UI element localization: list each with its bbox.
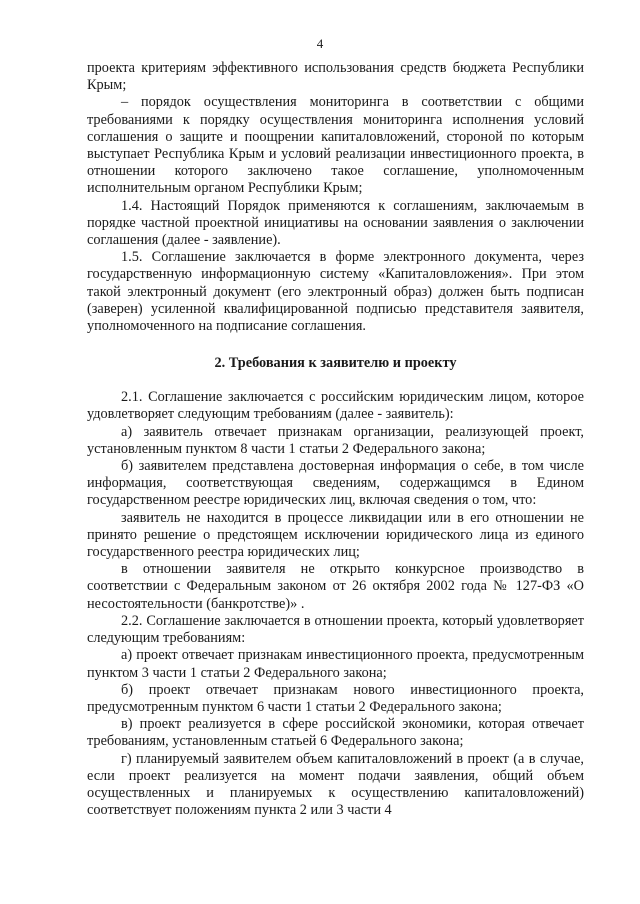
document-body xyxy=(87,60,584,819)
paragraph: а) проект отвечает признакам инвестиционного проекта, предусмотренным пунктом 3 части 1 статьи 2 Федерального закона; xyxy=(87,647,584,681)
paragraph: б) проект отвечает признакам нового инвестиционного проекта, предусмотренным пунктом 6 части 1 статьи 2 Федерального закона; xyxy=(87,681,584,715)
paragraph: – порядок осуществления мониторинга в соответствии с общими требованиями к порядку осуществления мониторинга исполнения условий соглашения о защите и поощрении капиталовложений, стороной по которым выступает Республика Крым и условий реализации инвестиционного проекта, в отношении которого заключено такое соглашение, уполномоченным исполнительным органом Республики Крым; xyxy=(87,94,584,197)
paragraph: г) планируемый заявителем объем капиталовложений в проект (а в случае, если проект реализуется на момент подачи заявления, общий объем осуществленных и планируемых к осуществлению капиталовложений) соответствует положениям пункта 2 или 3 части 4 xyxy=(87,750,584,819)
paragraph: 1.4. Настоящий Порядок применяются к соглашениям, заключаемым в порядке частной проектной инициативы на основании заявления о заключении соглашения (далее - заявление). xyxy=(87,197,584,249)
paragraph: в отношении заявителя не открыто конкурсное производство в соответствии с Федеральным законом от 26 октября 2002 года № 127-ФЗ «О несостоятельности (банкротстве)» . xyxy=(87,561,584,612)
paragraph: проекта критериям эффективного использования средств бюджета Республики Крым; xyxy=(87,60,584,94)
paragraph: б) заявителем представлена достоверная информация о себе, в том числе информация, соответствующая сведениям, содержащимся в Едином государственном реестре юридических лиц, включая сведения о том, что: xyxy=(87,458,584,509)
paragraph: заявитель не находится в процессе ликвидации или в его отношении не принято решение о предстоящем исключении юридического лица из единого государственного реестра юридических лиц; xyxy=(87,509,584,561)
page-number: 4 xyxy=(316,36,324,51)
section-1-continuation xyxy=(87,60,584,335)
paragraph: 1.5. Соглашение заключается в форме электронного документа, через государственную информационную систему «Капиталовложения». При этом такой электронный документ (его электронный образ) должен быть подписан (заверен) усиленной квалифицированной подписью представителя заявителя, уполномоченного на подписание соглашения. xyxy=(87,249,584,335)
section-2-body xyxy=(87,389,584,819)
paragraph: в) проект реализуется в сфере российской экономики, которая отвечает требованиям, установленным статьей 6 Федерального закона; xyxy=(87,716,584,750)
paragraph: 2.1. Соглашение заключается с российским юридическим лицом, которое удовлетворяет следующим требованиям (далее - заявитель): xyxy=(87,389,584,423)
paragraph: 2.2. Соглашение заключается в отношении проекта, который удовлетворяет следующим требованиям: xyxy=(87,612,584,647)
paragraph: а) заявитель отвечает признакам организации, реализующей проект, установленным пунктом 8 части 1 статьи 2 Федерального закона; xyxy=(87,423,584,457)
section-heading: 2. Требования к заявителю и проекту xyxy=(214,355,457,372)
